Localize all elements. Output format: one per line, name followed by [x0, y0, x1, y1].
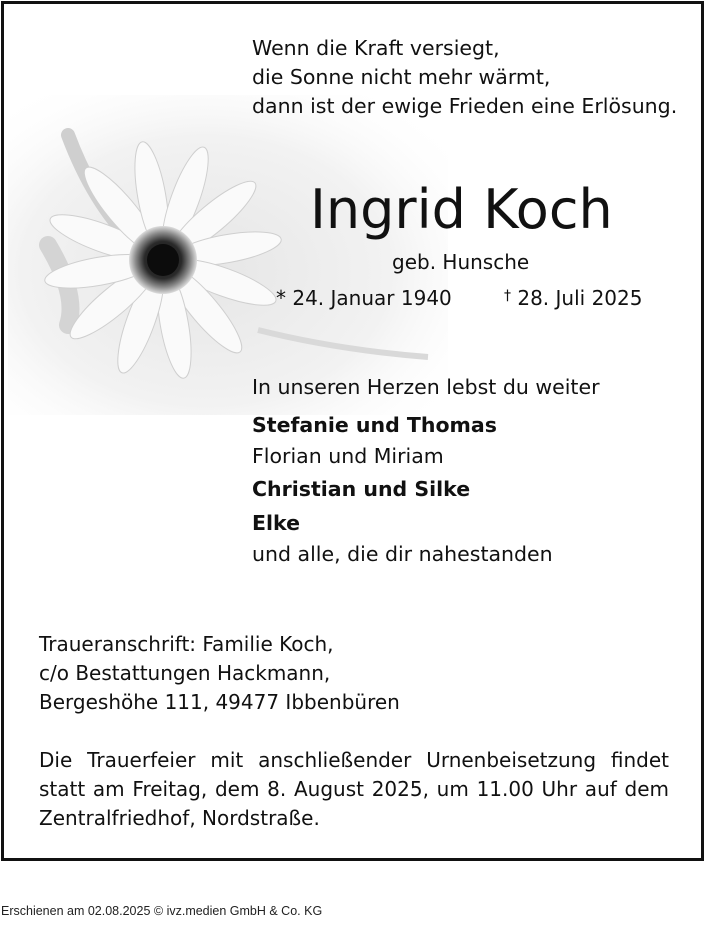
verse [252, 34, 677, 121]
mourners-intro: In unseren Herzen lebst du weiter [252, 375, 600, 399]
birth-date: * 24. Januar 1940 [276, 286, 452, 310]
death-date: 28. Juli 2025 [511, 286, 643, 310]
verse-line: dann ist der ewige Frieden eine Erlösung. [252, 94, 678, 118]
ceremony-notice: Die Trauerfeier mit anschließender Urnenbeisetzung findet statt am Freitag, dem 8. August 2025, um 11.00 Uhr auf dem Zentralfriedhof, Nordstraße. [39, 748, 669, 830]
maiden-name: geb. Hunsche [392, 250, 530, 274]
address-line: Traueranschrift: Familie Koch, [39, 632, 334, 656]
mourners-closing: und alle, die dir nahestanden [252, 542, 553, 566]
mourner-group: Stefanie und Thomas [252, 413, 497, 437]
verse-line: die Sonne nicht mehr wärmt, [252, 65, 551, 89]
address-line: c/o Bestattungen Hackmann, [39, 661, 331, 685]
gerbera-flower-icon [8, 95, 448, 415]
mourner-group: Christian und Silke [252, 477, 471, 501]
life-dates [276, 286, 643, 310]
mourning-address [39, 630, 400, 717]
publication-footer: Erschienen am 02.08.2025 © ivz.medien GmbH & Co. KG [1, 904, 323, 918]
mourner-group: Elke [252, 511, 301, 535]
cross-icon: † [504, 288, 511, 304]
deceased-name: Ingrid Koch [310, 178, 613, 241]
address-line: Bergeshöhe 111, 49477 Ibbenbüren [39, 690, 400, 714]
mourners-list [252, 372, 600, 570]
mourner-subgroup: Florian und Miriam [252, 444, 444, 468]
verse-line: Wenn die Kraft versiegt, [252, 36, 500, 60]
death-date-group [504, 286, 642, 310]
